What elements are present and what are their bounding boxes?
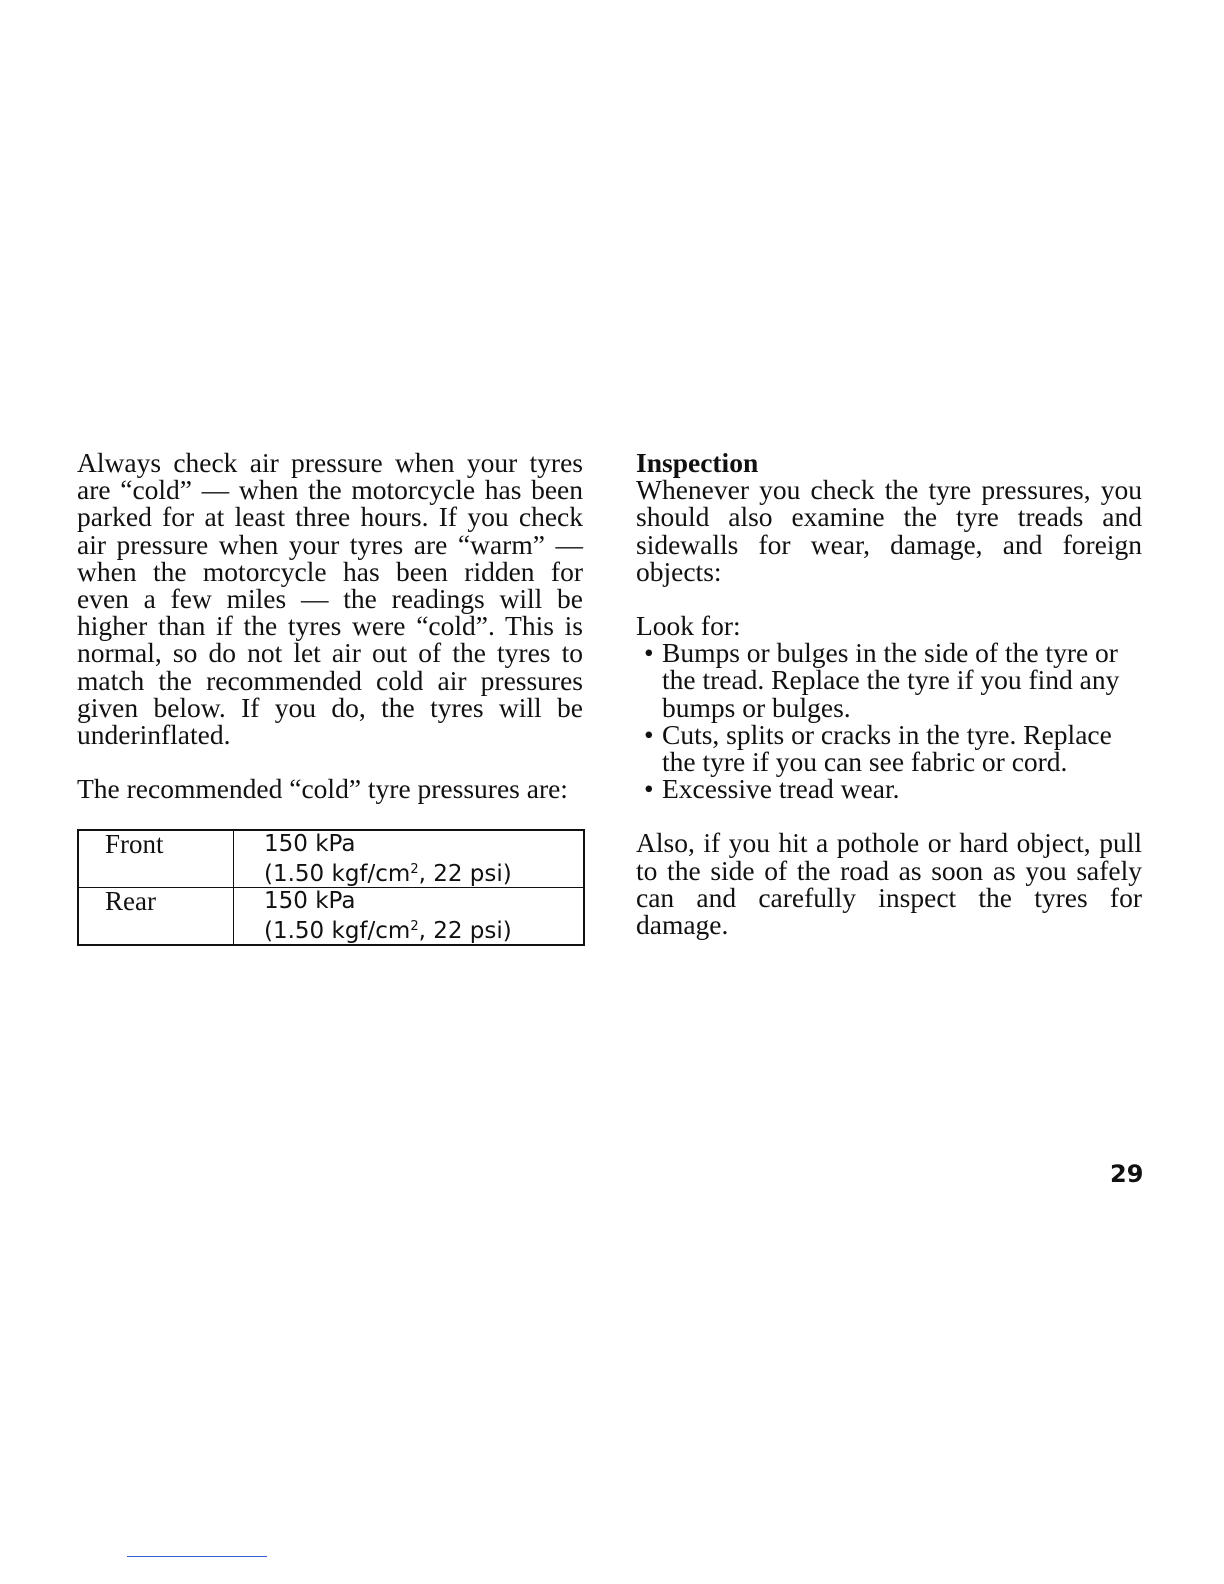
bottom-divider: [127, 1556, 267, 1557]
tyre-position: Front: [78, 830, 234, 888]
pothole-paragraph: Also, if you hit a pothole or hard object, pull to the side of the road as soon as you safely can and carefully inspect the tyres for damage.: [636, 827, 1142, 941]
bullet-icon: •: [644, 718, 654, 750]
pressure-detail-suffix: , 22 psi): [418, 861, 512, 888]
tyre-pressure-value: [234, 888, 585, 946]
pressure-detail: [264, 914, 583, 944]
pressure-detail-suffix: , 22 psi): [418, 918, 512, 945]
look-for-list: [636, 637, 1142, 805]
list-item-text: Cuts, splits or cracks in the tyre. Replace the tyre if you can see fabric or cord.: [662, 718, 1112, 778]
pressure-kpa: 150 kPa: [264, 831, 356, 858]
section-heading: Inspection: [636, 447, 759, 478]
pressure-detail-exponent: 2: [410, 862, 419, 878]
pressure-detail-prefix: (1.50 kgf/cm: [264, 861, 411, 888]
recommended-pressures-intro: The recommended “cold” tyre pressures are:: [77, 773, 568, 805]
right-column: [636, 447, 1142, 941]
look-for-label: Look for:: [636, 610, 741, 642]
pressure-kpa: 150 kPa: [264, 888, 356, 915]
inspection-intro: Whenever you check the tyre pressures, you should also examine the tyre treads and sidewalls for wear, damage, and foreign objects:: [636, 474, 1142, 587]
tyre-position: Rear: [78, 888, 234, 946]
list-item: [636, 639, 1142, 721]
table-row: [78, 888, 584, 946]
list-item: [636, 773, 1142, 805]
list-item: [636, 718, 1142, 778]
bullet-icon: •: [644, 637, 654, 669]
pressure-detail-exponent: 2: [410, 919, 419, 935]
left-column: [77, 449, 583, 946]
list-item-text: Excessive tread wear.: [662, 773, 900, 805]
list-item-text: Bumps or bulges in the side of the tyre or the tread. Replace the tyre if you find any bumps or bulges.: [662, 637, 1120, 723]
bullet-icon: •: [644, 773, 654, 805]
cold-pressure-paragraph: Always check air pressure when your tyres are “cold” — when the motorcycle has been parked for at least three hours. If you check air pressure when your tyres are “warm” — when the motorcycle has been ridden for even a few miles — the readings will be higher than if the tyres were “cold”. This is normal, so do not let air out of the tyres to match the recommended cold air pressures given below. If you do, the tyres will be underinflated.: [77, 447, 583, 751]
tyre-pressure-value: [234, 830, 585, 888]
tyre-pressure-table: [77, 829, 585, 946]
pressure-detail: [264, 857, 583, 887]
page-number: 29: [1110, 1160, 1144, 1188]
table-row: [78, 830, 584, 888]
pressure-detail-prefix: (1.50 kgf/cm: [264, 918, 411, 945]
